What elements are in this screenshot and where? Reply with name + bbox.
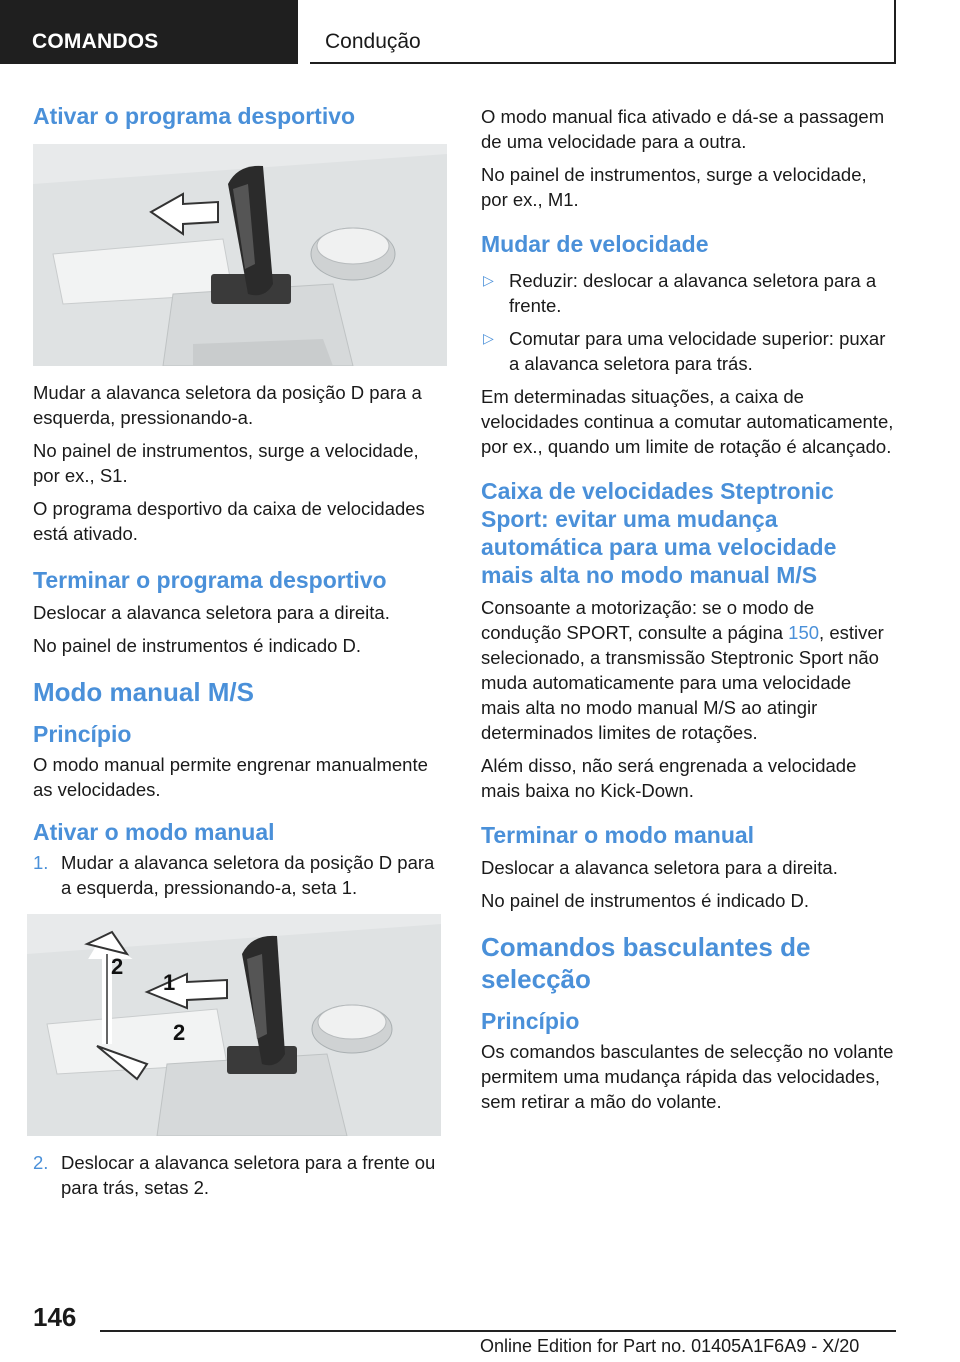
triangle-bullet-icon: ▷ [483, 272, 494, 288]
selector-lever-illustration [33, 144, 447, 366]
page-number: 146 [33, 1302, 77, 1332]
gear-bullet-list [481, 268, 895, 376]
page-reference-link[interactable]: 150 [788, 622, 820, 643]
arrow-label-1: 1 [163, 970, 176, 995]
principle-paragraph: O modo manual permite engrenar manualmente as velocidades. [33, 754, 428, 800]
heading-change-gear: Mudar de velocidade [481, 231, 709, 257]
heading-manual-on: Ativar o modo manual [33, 819, 275, 845]
section-title: COMANDOS [32, 30, 159, 53]
steptronic-text-b: , estiver selecionado, a transmissão Steptronic Sport não muda automaticamente para uma velocidade mais alta no modo manual M/S ao atingir determinados limites de rotações. [481, 622, 884, 743]
sport-off-paragraph-1: Deslocar a alavanca seletora para a direita. [33, 602, 390, 623]
steptronic-paragraph-2: Além disso, não será engrenada a velocidade mais baixa no Kick-Down. [481, 755, 857, 801]
bullet-item [481, 326, 895, 376]
arrow-label-2-bottom: 2 [173, 1020, 186, 1045]
bullet-text: Reduzir: deslocar a alavanca seletora para a frente. [509, 270, 877, 316]
heading-sport-off: Terminar o programa desportivo [33, 567, 387, 593]
heading-manual-off: Terminar o modo manual [481, 822, 755, 848]
figure-selector-lever [33, 144, 447, 366]
heading-principle: Princípio [33, 721, 132, 747]
intro-paragraph-2: No painel de instrumentos, surge a velocidade, por ex., M1. [481, 164, 867, 210]
gear-auto-paragraph: Em determinadas situações, a caixa de velocidades continua a comutar automaticamente, por ex., quando um limite de rotação é alcançado. [481, 386, 894, 457]
heading-principle-right: Princípio [481, 1008, 580, 1034]
figure-manual-shift [27, 914, 441, 1136]
chapter-title: Condução [325, 30, 421, 53]
sport-off-paragraph-2: No painel de instrumentos é indicado D. [33, 635, 362, 656]
step-number: 2. [33, 1152, 49, 1173]
manual-steps-list [33, 850, 445, 900]
edition-text: Online Edition for Part no. 01405A1F6A9 - X/20 [480, 1336, 860, 1356]
step-item [33, 850, 445, 900]
steptronic-paragraph [481, 595, 895, 745]
section-tab [0, 0, 298, 64]
footer-divider [100, 1330, 896, 1332]
triangle-bullet-icon: ▷ [483, 330, 494, 346]
steptronic-text-a: Consoante a motorização: se o modo de condução SPORT, consulte a página [481, 597, 815, 643]
step-number: 1. [33, 852, 49, 873]
bullet-item [481, 268, 895, 318]
bullet-text: Comutar para uma velocidade superior: puxar a alavanca seletora para trás. [509, 328, 886, 374]
heading-manual-mode: Modo manual M/S [33, 677, 254, 707]
heading-sport-on: Ativar o programa desportivo [33, 103, 356, 129]
step-item [33, 1150, 445, 1200]
left-column [33, 102, 445, 1208]
step-text: Deslocar a alavanca seletora para a frente ou para trás, setas 2. [61, 1152, 436, 1198]
right-column [481, 104, 895, 1122]
intro-paragraph-1: O modo manual fica ativado e dá-se a passagem de uma velocidade para a outra. [481, 106, 885, 152]
step-text: Mudar a alavanca seletora da posição D para a esquerda, pressionando-a, seta 1. [61, 852, 435, 898]
heading-steptronic: Caixa de velocidades Steptronic Sport: evitar uma mudança automática para uma velocidade mais alta no modo manual M/S [481, 478, 837, 588]
manual-off-paragraph-1: Deslocar a alavanca seletora para a direita. [481, 857, 838, 878]
sport-paragraph-3: O programa desportivo da caixa de velocidades está ativado. [33, 498, 425, 544]
chapter-tab [310, 0, 896, 64]
paddles-paragraph: Os comandos basculantes de selecção no volante permitem uma mudança rápida das velocidades, sem retirar a mão do volante. [481, 1041, 894, 1112]
manual-steps-list-2 [33, 1150, 445, 1200]
arrow-label-2-top: 2 [111, 954, 124, 979]
sport-paragraph-2: No painel de instrumentos, surge a velocidade, por ex., S1. [33, 440, 419, 486]
heading-paddles: Comandos basculantes de selecção [481, 932, 811, 994]
manual-off-paragraph-2: No painel de instrumentos é indicado D. [481, 890, 810, 911]
manual-shift-illustration [27, 914, 441, 1136]
sport-paragraph-1: Mudar a alavanca seletora da posição D para a esquerda, pressionando-a. [33, 382, 422, 428]
